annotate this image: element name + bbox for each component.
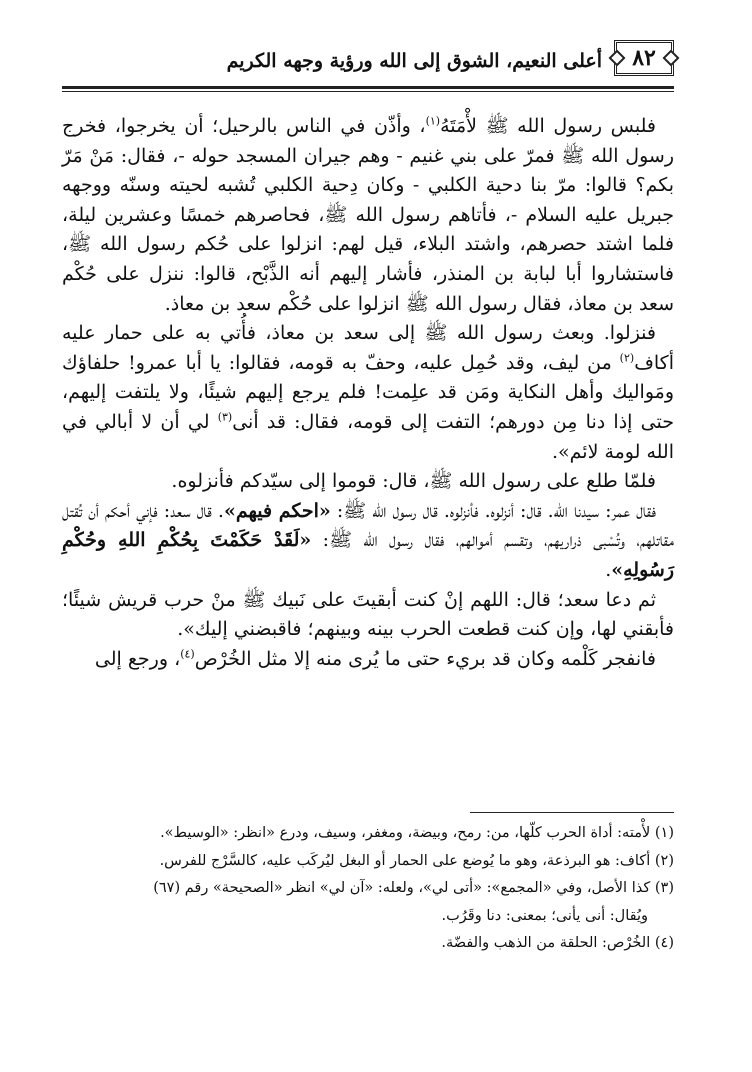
paragraph — [62, 112, 674, 319]
footnotes — [62, 820, 674, 958]
footnote-number: (٣) — [654, 880, 674, 896]
text-run: فنزلوا. وبعث رسول الله ﷺ إلى سعد بن معاذ، فأُتي به على حمار عليه أكاف — [62, 322, 674, 374]
running-title: أعلى النعيم، الشوق إلى الله ورؤية وجهه الكريم — [226, 50, 602, 72]
footnote-number: (٤) — [654, 935, 674, 951]
footnote — [62, 875, 674, 903]
page-header — [62, 34, 674, 96]
footnote-text: أكاف: هو البرذعة، وهو ما يُوضع على الحمار أو البغل ليُركَب عليه، كالسَّرْج للفرس. — [159, 852, 655, 869]
footnote-separator — [470, 812, 674, 813]
text-run: ، ورجع إلى — [94, 647, 181, 670]
footnote-text: لأْمته: أداة الحرب كلّها، من: رمح، وبيضة، ومغفر، وسيف، ودرع «انظر: «الوسيط». — [160, 825, 655, 841]
page-number: ٨٢ — [614, 40, 674, 76]
footnote-marker: (٢) — [619, 351, 635, 365]
text-run: ثم دعا سعد؛ قال: اللهم إنْ كنت أبقيتَ على نَبيك ﷺ منْ حرب قريش شيئًا؛ فأبقني لها، وإن كنت قطعت الحرب بينه وبينهم؛ فاقبضني إليك». — [62, 588, 674, 641]
footnote — [62, 820, 674, 848]
text-run: فلبس رسول الله ﷺ لأْمَتَهُ — [440, 115, 656, 137]
footnote-text: الخُرْص: الحلقة من الذهب والفضّة. — [441, 935, 655, 951]
text-run: ، وأذّن في الناس بالرحيل؛ أن يخرجوا، فخرج رسول الله ﷺ فمرّ على بني غنيم - وهم جيران المسجد حوله -، فقال: مَنْ مَرّ بكم؟ قالوا: مرّ بنا دحية الكلبي - وكان دِحية الكلبي تُشبه لحيته وسنّه ووجهه جبريل عليه السلام -، فأتاهم رسول الله ﷺ، فحاصرهم خمسًا وعشرين ليلة، فلما اشتد حصرهم، واشتد البلاء، قيل لهم: انزلوا على حُكم رسول الله ﷺ، فاستشاروا أبا لبابة بن المنذر، فأشار إليهم أنه الذَّبْح، قالوا: ننزل على حُكْم سعد بن معاذ، فقال رسول الله ﷺ انزلوا على حُكْم سعد بن معاذ. — [62, 115, 674, 315]
footnote-continuation: ويُقال: أنى يأنى؛ بمعنى: دنا وقَرُب. — [441, 907, 648, 924]
footnote-text: كذا الأصل، وفي «المجمع»: «أتى لي»، ولعله: «آن لي» انظر «الصحيحة» رقم (٦٧) — [153, 880, 655, 896]
hadith-quote: «احكم فيهم» — [223, 499, 331, 522]
footnote-number: (٢) — [654, 852, 674, 869]
text-run: فلمّا طلع على رسول الله ﷺ، قال: قوموا إلى سيّدكم فأنزلوه. — [171, 470, 656, 493]
hadith-quote: «لَقَدْ حَكَمْتَ بِحُكْمِ اللهِ وحُكْمِ رَسُولِهِ» — [62, 529, 674, 581]
paragraph — [62, 497, 674, 586]
footnote-marker: (٣) — [217, 410, 233, 424]
text-run: فقال عمر: سيدنا الله. قال: أنزلوه. فأنزلوه. قال رسول الله ﷺ: — [330, 499, 657, 522]
text-run: فانفجر كَلْمه وكان قد بريء حتى ما يُرى منه إلا مثل الخُرْص — [194, 647, 656, 670]
footnote — [62, 930, 674, 958]
paragraph — [62, 467, 674, 497]
text-run: . قال سعد: فإني أحكم أن تُقتل مقاتلهم، وتُسْبى ذراريهم، وتقسم أموالهم، فقال رسول الله ﷺ: — [62, 499, 674, 552]
main-text — [62, 112, 674, 674]
paragraph — [62, 319, 674, 467]
footnote — [62, 848, 674, 876]
text-run: . — [605, 558, 612, 581]
paragraph — [62, 586, 674, 645]
footnote-marker: (٤) — [180, 647, 195, 661]
footnote-number: (١) — [654, 825, 674, 841]
text-run: لي أن لا أبالي في الله لومة لائم». — [62, 410, 674, 463]
header-rule — [62, 86, 674, 89]
footnote-marker: (١) — [425, 114, 441, 128]
text-run: من ليف، وقد حُمِل عليه، وحفّ به قومه، فقالوا: يا أبا عمرو! حلفاؤك ومَواليك وأهل النكاية ومَن قد علِمت! فلم يرجع إليهم شيئًا، ولا يلتفت إليهم، حتى إذا دنا مِن دورهم؛ التفت إلى قومه، فقال: قد أنى — [62, 351, 674, 433]
header-rule-thin — [62, 91, 674, 92]
paragraph — [62, 645, 674, 675]
